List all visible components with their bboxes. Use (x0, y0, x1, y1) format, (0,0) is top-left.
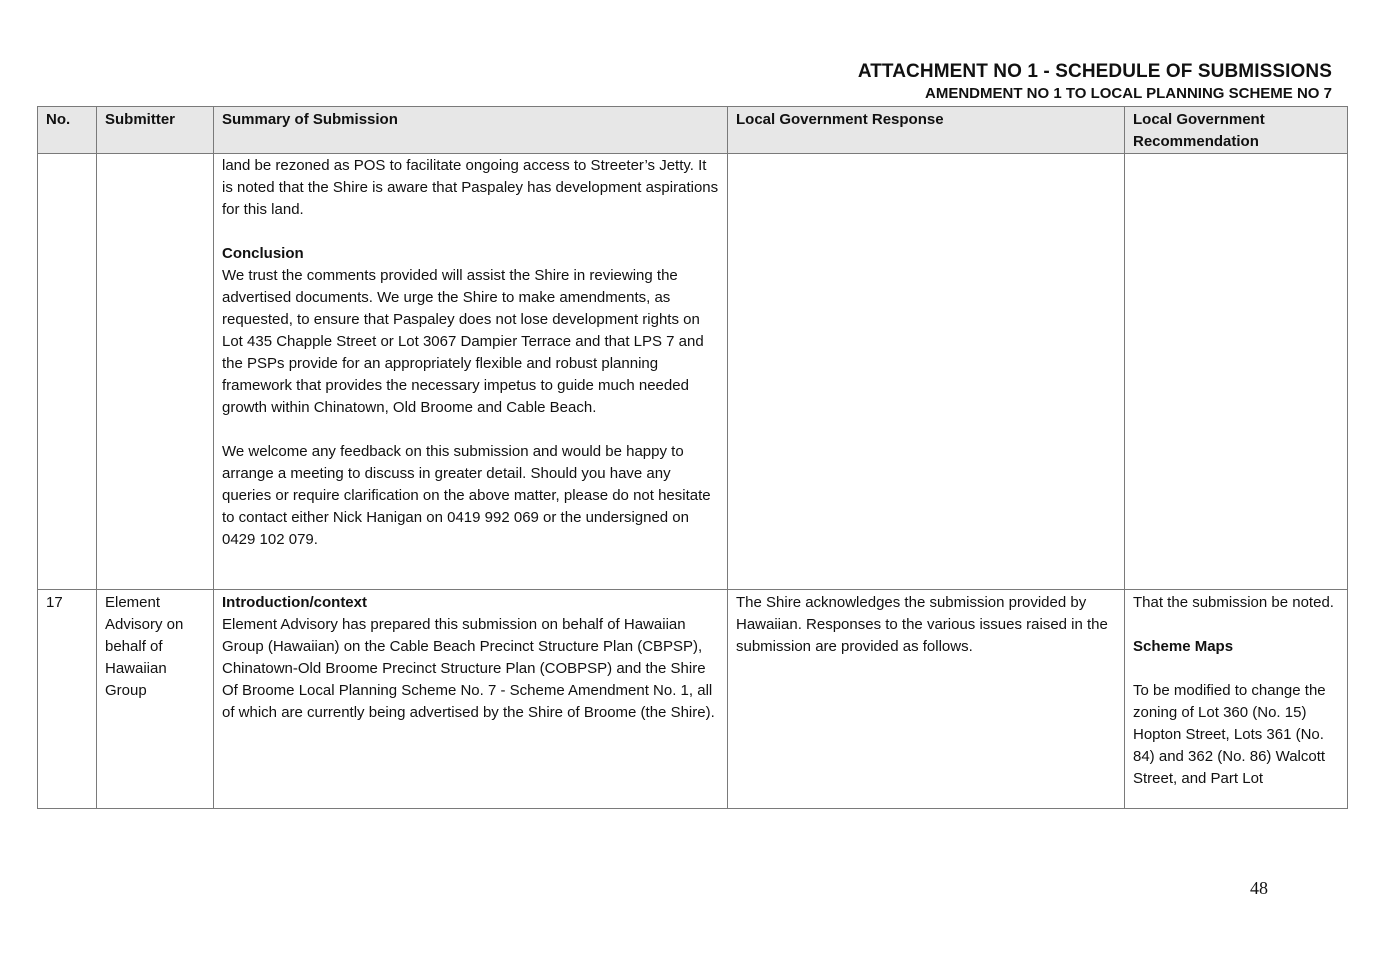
summary-heading-introduction: Introduction/context (222, 594, 367, 611)
cell-submitter (97, 154, 214, 590)
summary-paragraph: We trust the comments provided will assist the Shire in reviewing the advertised documents. We urge the Shire to make amendments, as requested, to ensure that Paspaley does not lose development rights on Lot 435 Chapple Street or Lot 3067 Dampier Terrace and that LPS 7 and the PSPs provide for an appropriately flexible and robust planning framework that provides the necessary impetus to guide much needed growth within Chinatown, Old Broome and Cable Beach. (222, 267, 704, 416)
summary-paragraph: We welcome any feedback on this submission and would be happy to arrange a meeting to discuss in greater detail. Should you have any queries or require clarification on the above matter, please do not hesitate to contact either Nick Hanigan on 0419 992 069 or the undersigned on 0429 102 079. (222, 443, 711, 548)
table-row-continued (38, 154, 1348, 590)
recommendation-paragraph: That the submission be noted. (1133, 594, 1334, 611)
document-title: ATTACHMENT NO 1 - SCHEDULE OF SUBMISSIONS (857, 61, 1332, 82)
cell-recommendation (1125, 154, 1348, 590)
recommendation-heading-scheme-maps: Scheme Maps (1133, 638, 1234, 655)
page-number: 48 (1250, 878, 1268, 898)
cell-no: 17 (38, 590, 97, 809)
cell-summary (214, 590, 728, 809)
cell-response (728, 154, 1125, 590)
table-header-row (38, 107, 1348, 154)
cell-submitter: Element Advisory on behalf of Hawaiian Group (97, 590, 214, 809)
summary-paragraph: Element Advisory has prepared this submission on behalf of Hawaiian Group (Hawaiian) on the Cable Beach Precinct Structure Plan (CBPSP), Chinatown-Old Broome Precinct Structure Plan (COBPSP) and the Shire Of Broome Local Planning Scheme No. 7 - Scheme Amendment No. 1, all of which are currently being advertised by the Shire of Broome (the Shire). (222, 616, 715, 721)
column-header-no: No. (38, 107, 97, 154)
column-header-recommendation: Local Government Recommendation (1125, 107, 1348, 154)
column-header-submitter: Submitter (97, 107, 214, 154)
summary-heading-conclusion: Conclusion (222, 245, 304, 262)
recommendation-paragraph: To be modified to change the zoning of Lot 360 (No. 15) Hopton Street, Lots 361 (No. 84) and 362 (No. 86) Walcott Street, and Part Lot (1133, 682, 1326, 787)
cell-no (38, 154, 97, 590)
submissions-table (37, 106, 1348, 809)
column-header-summary: Summary of Submission (214, 107, 728, 154)
summary-paragraph: land be rezoned as POS to facilitate ongoing access to Streeter’s Jetty. It is noted that the Shire is aware that Paspaley has development aspirations for this land. (222, 157, 719, 218)
table-row-17 (38, 590, 1348, 809)
document-subtitle: AMENDMENT NO 1 TO LOCAL PLANNING SCHEME NO 7 (925, 85, 1332, 102)
cell-response (728, 590, 1125, 809)
document-header (858, 60, 1332, 104)
cell-summary (214, 154, 728, 590)
cell-recommendation (1125, 590, 1348, 809)
response-paragraph: The Shire acknowledges the submission provided by Hawaiian. Responses to the various issues raised in the submission are provided as follows. (736, 594, 1108, 655)
column-header-response: Local Government Response (728, 107, 1125, 154)
